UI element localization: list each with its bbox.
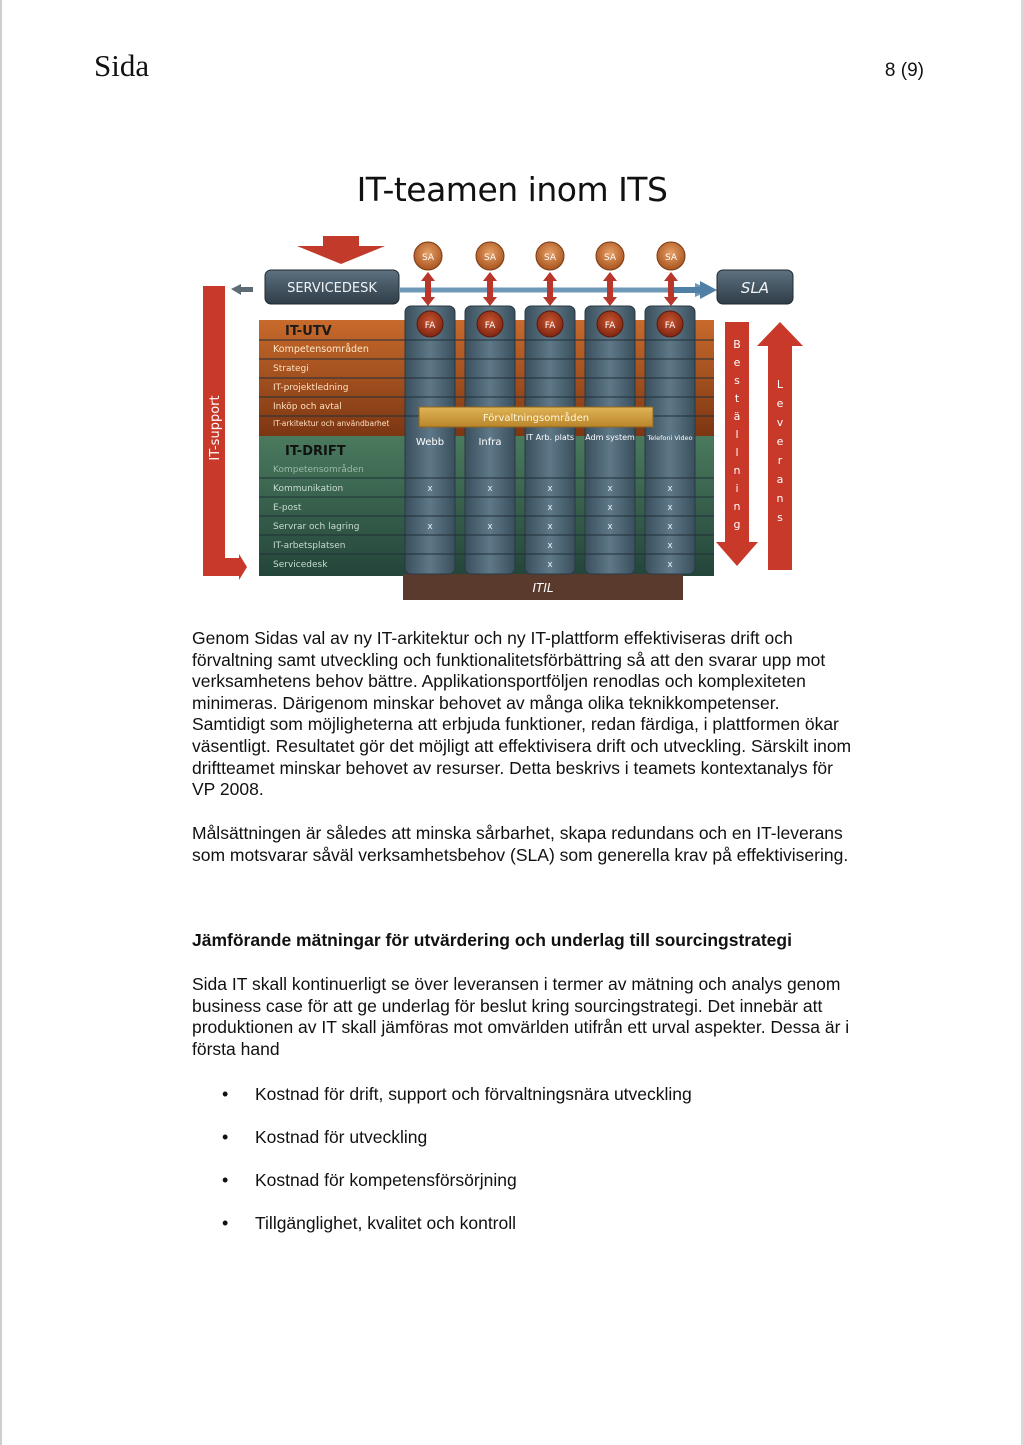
- bullet-icon: •: [222, 1084, 229, 1104]
- right-arrow-icon: [239, 554, 247, 580]
- figure-title: IT-teamen inom ITS: [356, 170, 668, 209]
- utv-header: Kompetensområden: [273, 344, 369, 355]
- down-arrow-icon: [297, 236, 385, 264]
- it-teams-diagram: [195, 236, 815, 606]
- leverans-arrow: [757, 322, 803, 570]
- matrix-mark: x: [547, 541, 553, 551]
- list-item: • Kostnad för kompetensförsörjning: [222, 1170, 517, 1190]
- forvaltning-label: Förvaltningsområden: [482, 413, 590, 424]
- drift-row: IT-arbetsplatsen: [273, 541, 346, 551]
- down-arrow-icon: [716, 542, 758, 566]
- bullet-icon: •: [222, 1170, 229, 1190]
- it-support-arrow: [203, 286, 247, 580]
- page-number: 8 (9): [884, 60, 924, 81]
- matrix-mark: x: [547, 560, 553, 570]
- matrix-mark: x: [547, 522, 553, 532]
- drift-row: Servicedesk: [273, 560, 328, 570]
- bullet-icon: •: [222, 1213, 229, 1233]
- sla-label: SLA: [740, 279, 770, 297]
- matrix-mark: x: [547, 503, 553, 513]
- column-label: Infra: [478, 437, 502, 448]
- list-item: • Kostnad för drift, support och förvaltningsnära utveckling: [222, 1084, 692, 1104]
- sa-label: SA: [603, 253, 617, 263]
- servicedesk-label: SERVICEDESK: [287, 281, 377, 296]
- it-support-label: IT-support: [208, 395, 223, 461]
- bestallning-arrow: [716, 322, 758, 566]
- bullet-icon: •: [222, 1127, 229, 1147]
- sida-logo: Sida: [94, 48, 150, 83]
- it-drift-title: IT-DRIFT: [285, 444, 346, 459]
- leverans-label: L e v e r a n s: [776, 378, 784, 524]
- drift-header: Kompetensområden: [273, 465, 364, 475]
- fa-label: FA: [604, 321, 616, 331]
- bestallning-label: B e s t ä l l n i n g: [733, 338, 741, 531]
- sa-label: SA: [543, 253, 557, 263]
- matrix-mark: x: [547, 484, 553, 494]
- matrix-mark: x: [667, 484, 673, 494]
- fa-label: FA: [484, 321, 496, 331]
- matrix-mark: x: [667, 522, 673, 532]
- list-item: • Kostnad för utveckling: [222, 1127, 428, 1147]
- list-item: • Tillgänglighet, kvalitet och kontroll: [222, 1213, 517, 1233]
- column-label: Webb: [415, 437, 445, 448]
- matrix-mark: x: [487, 484, 493, 494]
- matrix-mark: x: [427, 484, 433, 494]
- column-label: Adm system: [585, 433, 635, 442]
- matrix-mark: x: [487, 522, 493, 532]
- fa-label: FA: [424, 321, 436, 331]
- up-arrow-icon: [757, 322, 803, 346]
- section-heading: Jämförande mätningar för utvärdering och underlag till sourcingstrategi: [192, 930, 792, 950]
- utv-row: Inköp och avtal: [273, 402, 342, 412]
- sa-label: SA: [483, 253, 497, 263]
- fa-label: FA: [544, 321, 556, 331]
- paragraph-intro: Genom Sidas val av ny IT-arkitektur och ny IT-plattform effektiviseras drift och förvaltning samt utveckling och funktionalitetsförbättring så att den svarar upp mot verksamhetens behov bättre. Applikationsportföljen renodlas och komplexiteten minimeras. Därigenom minskar behovet av många olika teknikkompetenser. Samtidigt som möjligheterna att erbjuda funktioner, redan färdiga, i plattformen ökar väsentligt. Resultatet gör det möjligt att effektivisera drift och utveckling. Särskilt inom driftteamet minskar behovet av resurser. Detta beskrivs i teamets kontextanalys för VP 2008.: [192, 628, 852, 800]
- utv-row: IT-arkitektur och användbarhet: [273, 419, 390, 428]
- matrix-mark: x: [607, 503, 613, 513]
- aspect-list: [222, 1083, 692, 1255]
- itil-label: ITIL: [532, 581, 554, 595]
- matrix-mark: x: [607, 484, 613, 494]
- paragraph-goal: Målsättningen är således att minska sårbarhet, skapa redundans och en IT-leverans som motsvarar såväl verksamhetsbehov (SLA) som generella krav på effektivisering.: [192, 823, 849, 865]
- column-label: Telefoni Video: [647, 434, 693, 442]
- drift-row: Servrar och lagring: [273, 522, 360, 532]
- paragraph-sourcing: Sida IT skall kontinuerligt se över leveransen i termer av mätning och analys genom business case för att ge underlag för beslut kring sourcingstrategi. Det innebär att produktionen av IT skall jämföras mot omvärlden utifrån ett urval aspekter. Dessa är i första hand: [192, 974, 850, 1059]
- sla-arrow-icon: [700, 281, 717, 299]
- matrix-mark: x: [607, 522, 613, 532]
- fa-label: FA: [664, 321, 676, 331]
- matrix-mark: x: [667, 560, 673, 570]
- matrix-mark: x: [667, 503, 673, 513]
- column-label: IT Arb. plats: [525, 433, 575, 442]
- matrix-mark: x: [427, 522, 433, 532]
- sa-group: [414, 242, 685, 270]
- drift-row: E-post: [273, 503, 302, 513]
- sa-label: SA: [664, 253, 678, 263]
- matrix-mark: x: [667, 541, 673, 551]
- utv-row: IT-projektledning: [273, 383, 349, 393]
- back-arrow-icon: [231, 284, 253, 295]
- drift-row: Kommunikation: [273, 484, 344, 494]
- it-utv-title: IT-UTV: [285, 324, 332, 339]
- utv-row: Strategi: [273, 364, 309, 374]
- sa-label: SA: [421, 253, 435, 263]
